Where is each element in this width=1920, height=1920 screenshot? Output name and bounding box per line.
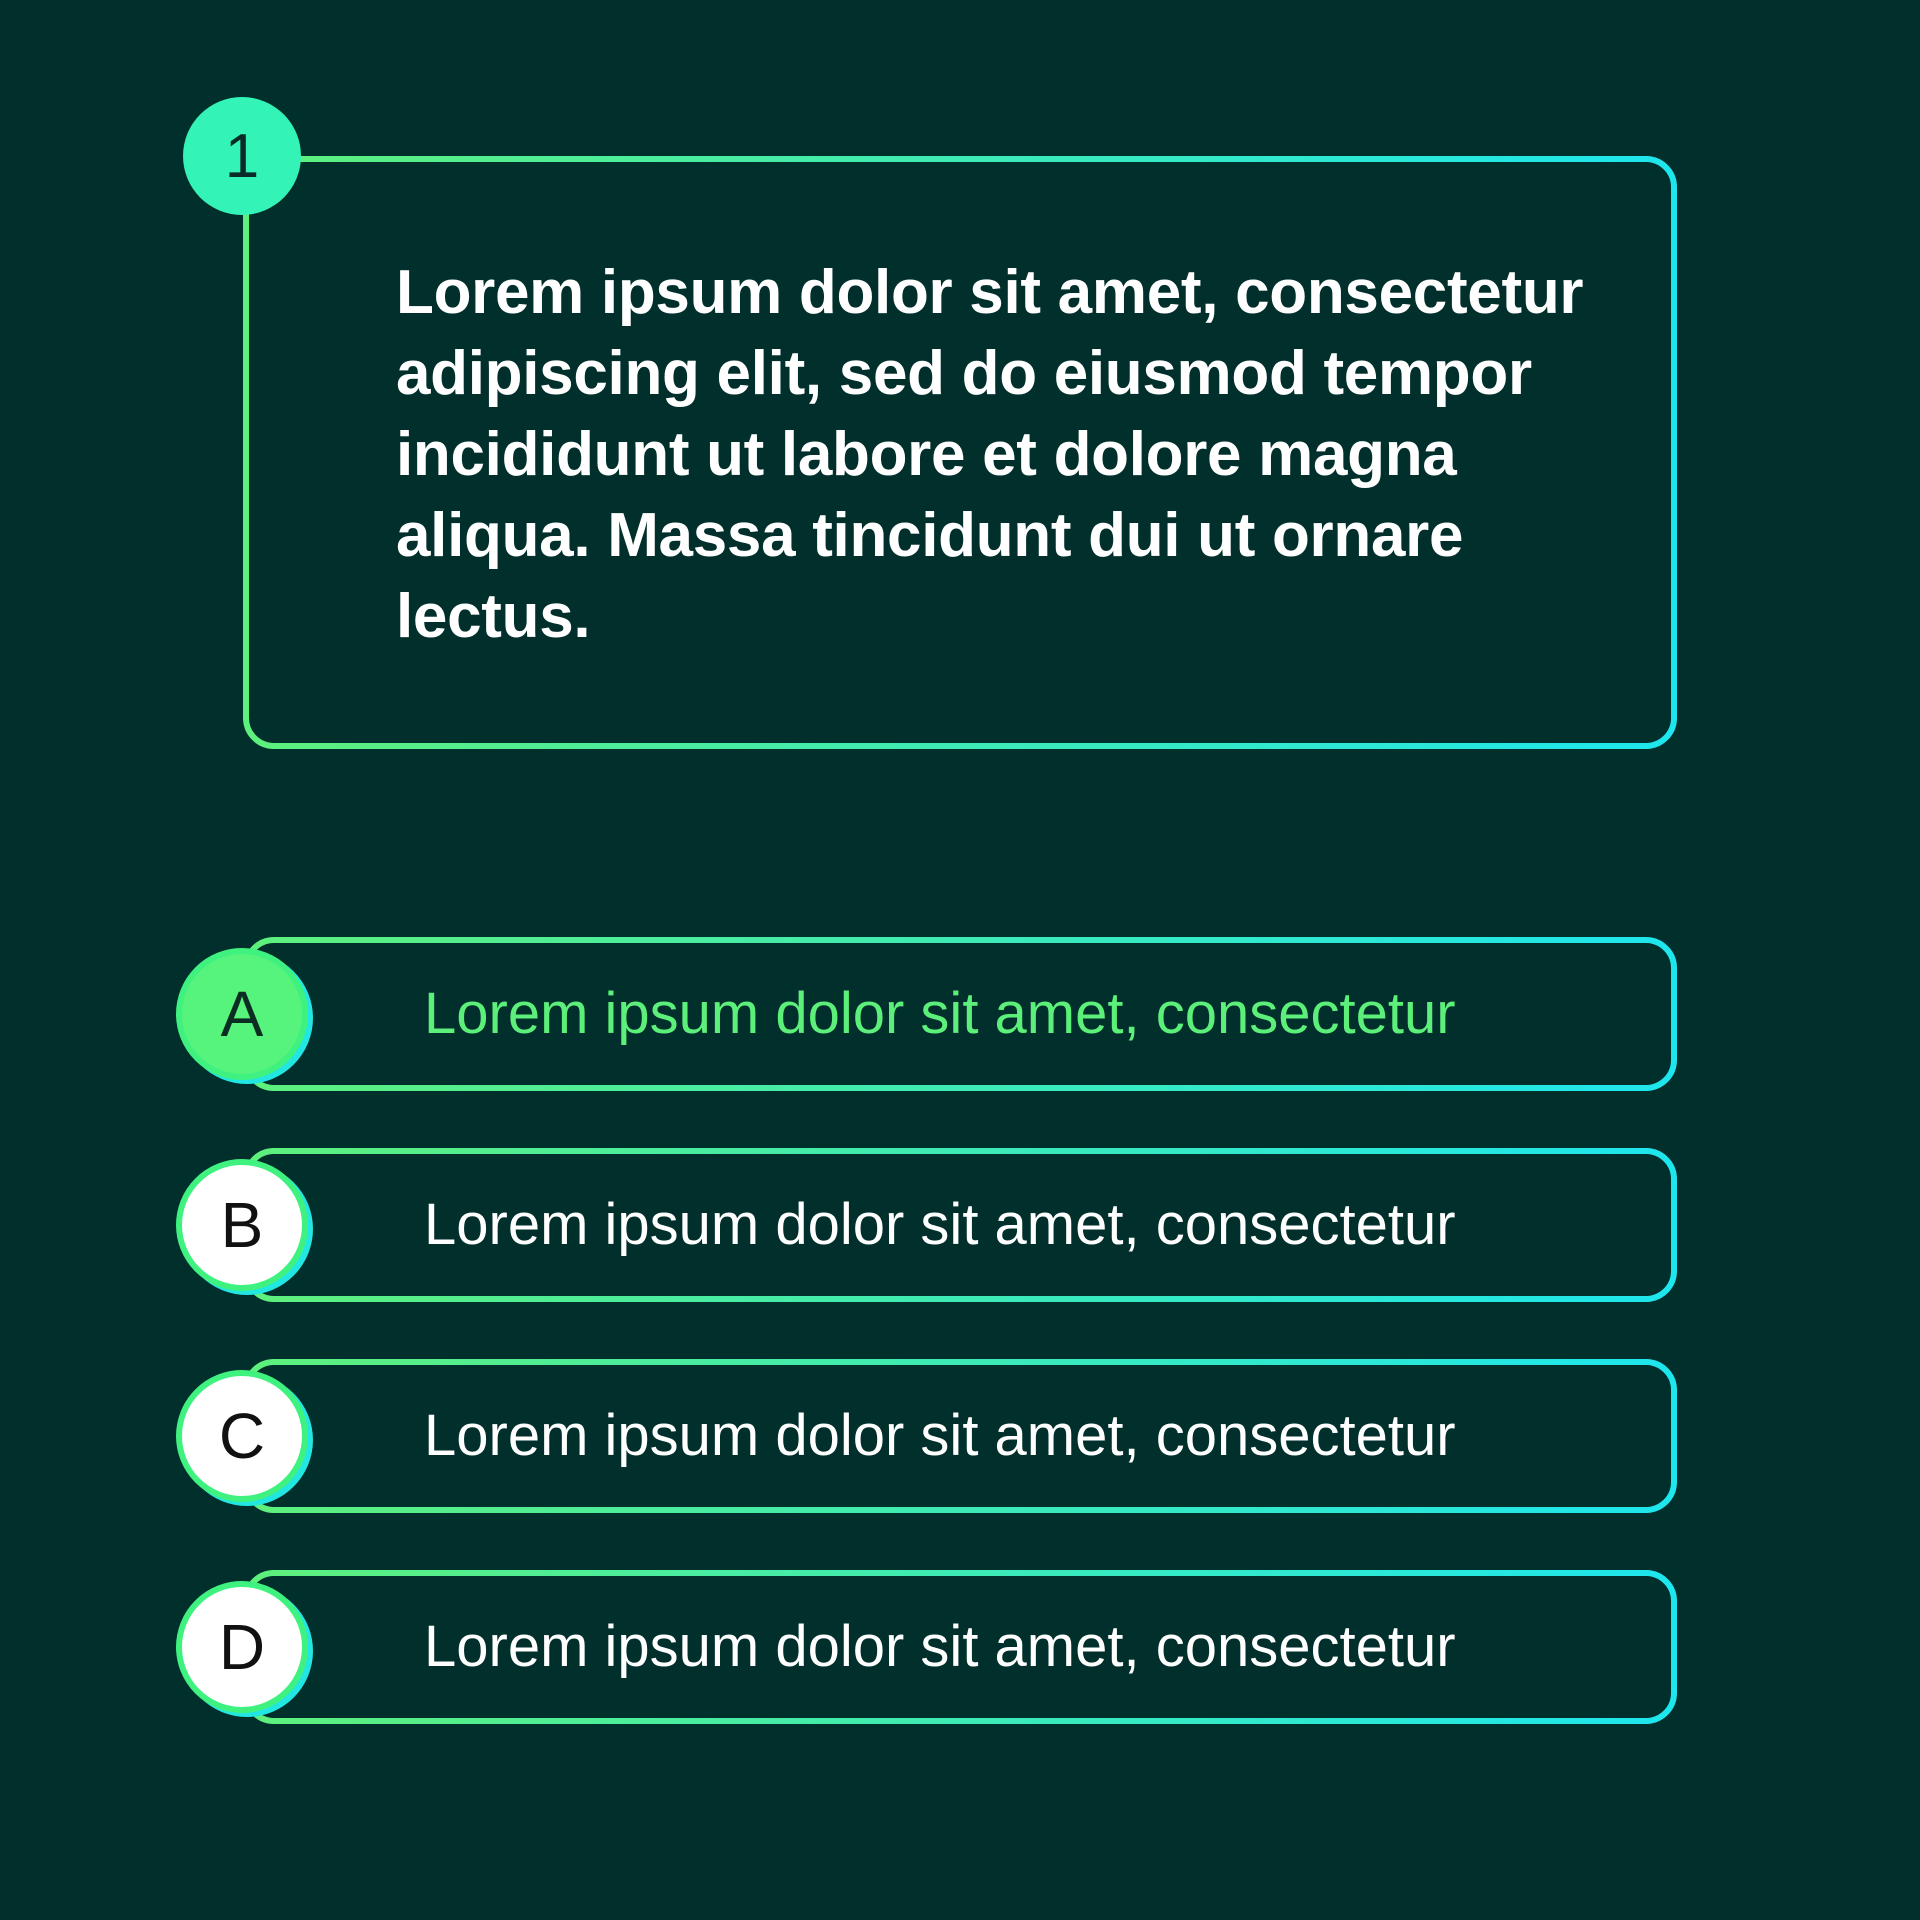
option-a-text[interactable]: Lorem ipsum dolor sit amet, consectetur <box>424 981 1456 1046</box>
option-b-letter: B <box>220 1189 264 1261</box>
question-text: Lorem ipsum dolor sit amet, consectetur adipiscing elit, sed do eiusmod tempor incididunt ut labore et dolore magna aliqua. Massa tincidunt dui ut ornare lectus. <box>396 258 1584 651</box>
option-d-letter: D <box>218 1611 266 1683</box>
question-number-badge <box>183 97 301 215</box>
option-a-letter: A <box>220 978 264 1050</box>
option-c-letter: C <box>218 1400 266 1472</box>
option-b-badge[interactable] <box>176 1159 308 1291</box>
option-b-text[interactable]: Lorem ipsum dolor sit amet, consectetur <box>424 1192 1456 1257</box>
option-c-text[interactable]: Lorem ipsum dolor sit amet, consectetur <box>424 1403 1456 1468</box>
option-d-text[interactable]: Lorem ipsum dolor sit amet, consectetur <box>424 1614 1456 1679</box>
question-number: 1 <box>224 121 260 191</box>
option-d-badge[interactable] <box>176 1581 308 1713</box>
option-a-badge[interactable] <box>176 948 308 1080</box>
option-c-badge[interactable] <box>176 1370 308 1502</box>
